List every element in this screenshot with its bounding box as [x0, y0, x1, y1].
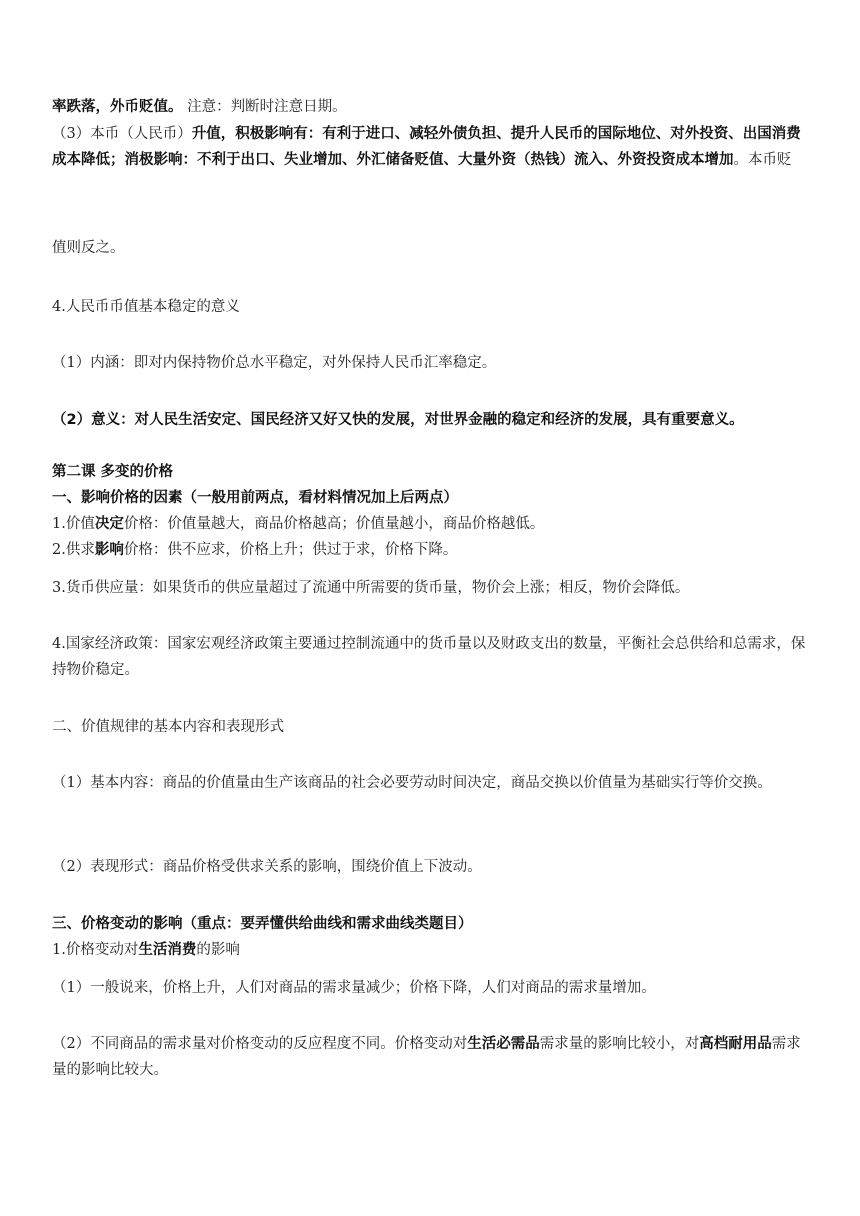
paragraph-exchange-rate-end	[52, 94, 812, 120]
section-heading: 二、价值规律的基本内容和表现形式	[52, 719, 284, 735]
bold-text: 生活必需品	[467, 1036, 540, 1052]
bold-text: 生活消费	[138, 942, 197, 958]
lesson-title: 第二课 多变的价格	[52, 464, 174, 480]
list-item-bold: （2）意义：对人民生活安定、国民经济又好又快的发展，对世界金融的稳定和经济的发展，具有重要意义。	[52, 412, 744, 428]
note-text: 注意：判断时注意日期。	[182, 99, 347, 115]
bold-text: 高档耐用品	[699, 1036, 772, 1052]
section-heading: 4.人民币币值基本稳定的意义	[52, 299, 240, 315]
list-item: 4.国家经济政策：国家宏观经济政策主要通过控制流通中的货币量以及财政支出的数量，平衡社会总供给和总需求，保持物价稳定。	[52, 636, 806, 678]
item-suffix: 。本币贬	[733, 152, 792, 168]
sub-heading: 1.价格变动对生活消费的影响	[52, 942, 240, 958]
bold-text: 率跌落，外币贬值。	[52, 99, 183, 115]
list-item: （2）不同商品的需求量对价格变动的反应程度不同。价格变动对生活必需品需求量的影响比较小，对高档耐用品需求 量的影响比较大。	[52, 1036, 801, 1078]
paragraph-rmb-depreciation: 值则反之。	[52, 240, 125, 256]
list-item: 2.供求影响价格：供不应求，价格上升；供过于求，价格下降。	[52, 542, 458, 558]
list-item: 1.价值决定价格：价值量越大，商品价格越高；价值量越小，商品价格越低。	[52, 516, 545, 532]
item-prefix: （3）本币（人民币）	[52, 126, 192, 142]
bold-text: 决定	[94, 516, 124, 532]
bold-text: 影响	[94, 542, 124, 558]
paragraph-rmb-appreciation	[52, 121, 812, 173]
section-heading: 三、价格变动的影响（重点：要弄懂供给曲线和需求曲线类题目）	[52, 916, 473, 932]
list-item: 3.货币供应量：如果货币的供应量超过了流通中所需要的货币量，物价会上涨；相反，物价会降低。	[52, 580, 690, 596]
list-item: （1）基本内容：商品的价值量由生产该商品的社会必要劳动时间决定，商品交换以价值量为基础实行等价交换。	[52, 775, 772, 791]
list-item: （1）内涵：即对内保持物价总水平稳定，对外保持人民币汇率稳定。	[52, 355, 497, 371]
bold-text: 升值，积极影响有：有利于进口、减轻外债负担、提升人民币的国际地位、对外投资、出国消费成本降低；消极影响：不利于出口、失业增加、外汇储备贬值、大量外资（热钱）流入、外资投资成本增加	[52, 126, 801, 168]
list-item: （1）一般说来，价格上升，人们对商品的需求量减少；价格下降，人们对商品的需求量增加。	[52, 980, 656, 996]
section-heading: 一、影响价格的因素（一般用前两点，看材料情况加上后两点）	[52, 490, 458, 506]
list-item: （2）表现形式：商品价格受供求关系的影响，围绕价值上下波动。	[52, 859, 482, 875]
